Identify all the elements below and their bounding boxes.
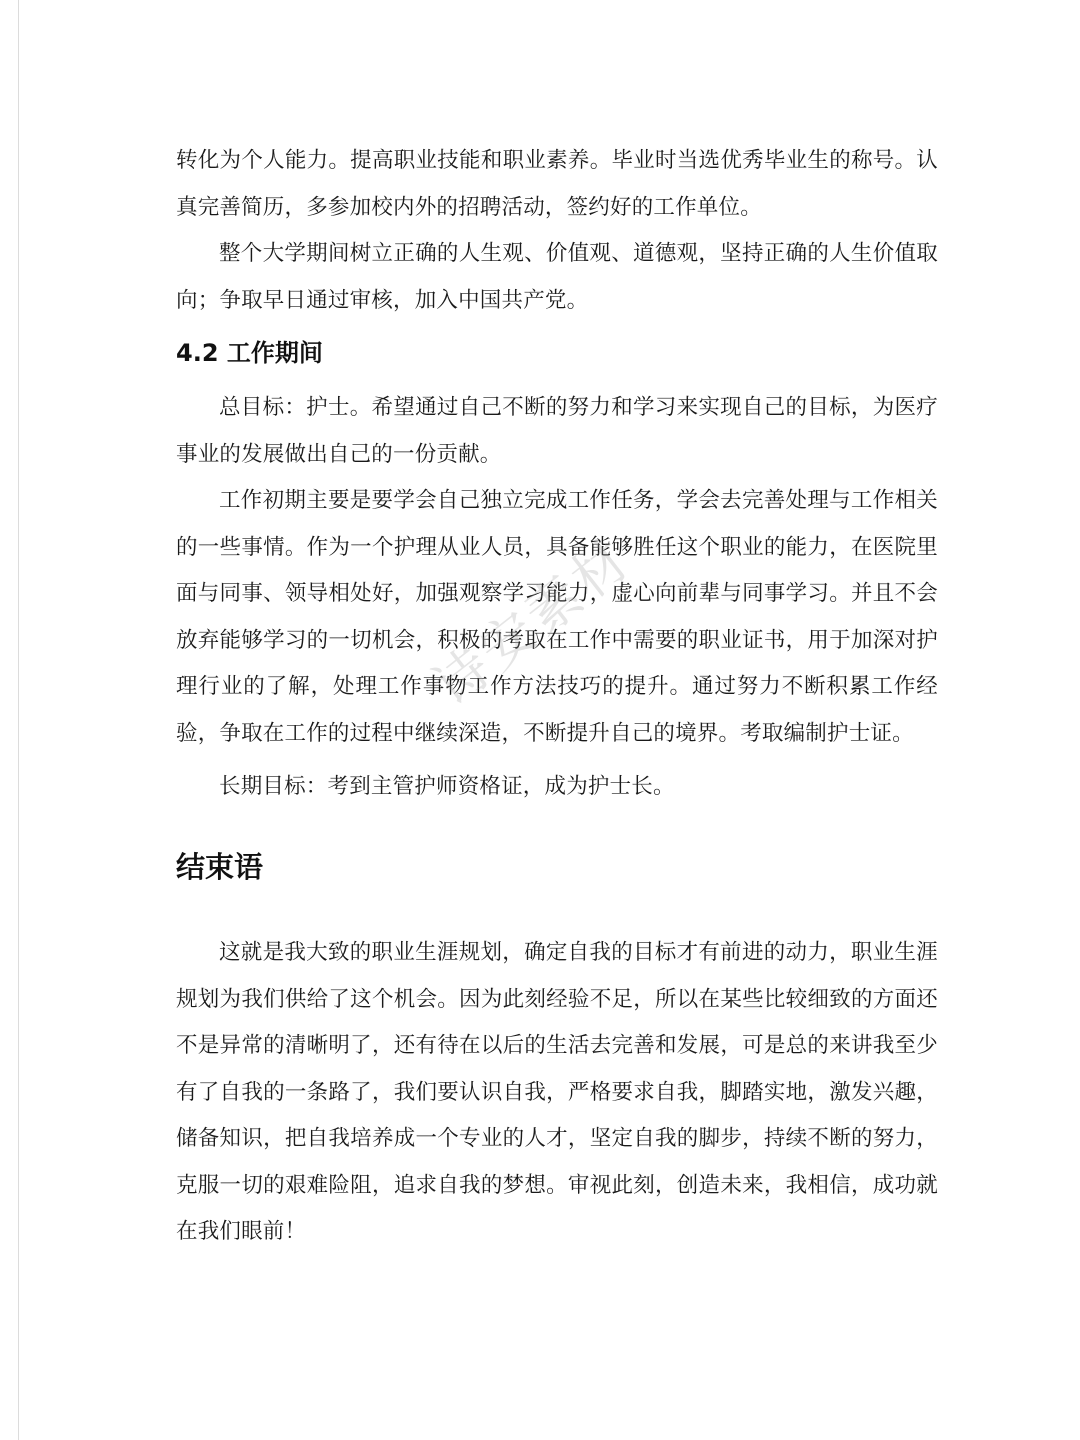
page-edge-line — [18, 0, 19, 1440]
watermark-text: 诗安素材 — [421, 525, 644, 719]
paragraph-long-term-goal: 长期目标：考到主管护师资格证，成为护士长。 — [219, 774, 675, 799]
conclusion-heading: 结束语 — [176, 850, 264, 884]
paragraph-university-goals: 转化为个人能力。提高职业技能和职业素养。毕业时当选优秀毕业生的称号。认真完善简历，多参加校内外的招聘活动，签约好的工作单位。 — [176, 148, 938, 220]
paragraph-values: 整个大学期间树立正确的人生观、价值观、道德观，坚持正确的人生价值取向；争取早日通过审核，加入中国共产党。 — [176, 241, 938, 313]
section-heading-work-period: 4.2 工作期间 — [176, 339, 323, 367]
paragraph-overall-goal: 总目标：护士。希望通过自己不断的努力和学习来实现自己的目标，为医疗事业的发展做出自己的一份贡献。 — [176, 395, 938, 467]
paragraph-conclusion: 这就是我大致的职业生涯规划，确定自我的目标才有前进的动力，职业生涯规划为我们供给了这个机会。因为此刻经验不足，所以在某些比较细致的方面还不是异常的清晰明了，还有待在以后的生活去完善和发展，可是总的来讲我至少有了自我的一条路了，我们要认识自我，严格要求自我，脚踏实地，激发兴趣，储备知识，把自我培养成一个专业的人才，坚定自我的脚步，持续不断的努力，克服一切的艰难险阻，追求自我的梦想。审视此刻，创造未来，我相信，成功就在我们眼前！ — [176, 940, 938, 1244]
paragraph-early-career: 工作初期主要是要学会自己独立完成工作任务，学会去完善处理与工作相关的一些事情。作为一个护理从业人员，具备能够胜任这个职业的能力，在医院里面与同事、领导相处好，加强观察学习能力，虚心向前辈与同事学习。并且不会放弃能够学习的一切机会，积极的考取在工作中需要的职业证书，用于加深对护理行业的了解，处理工作事物工作方法技巧的提升。通过努力不断积累工作经验，争取在工作的过程中继续深造，不断提升自己的境界。考取编制护士证。 — [176, 488, 938, 746]
